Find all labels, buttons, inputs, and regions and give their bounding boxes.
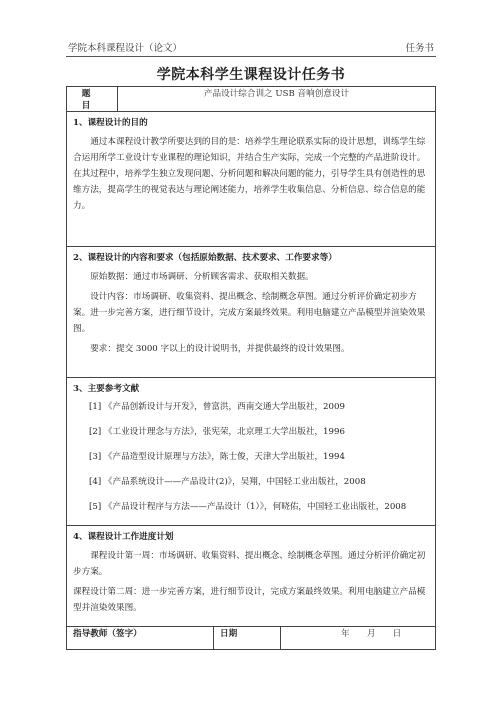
section-references-title: 3、主要参考文献 (73, 384, 140, 394)
reference-list (67, 400, 435, 515)
schedule-week-1: 课程设计第一周：市场调研、收集资料、提出概念、绘制概念草图。通过分析评价确定初步方案。 (73, 551, 426, 577)
section-content-title: 2、课程设计的内容和要求（包括原始数据、技术要求、工作要求等） (73, 253, 337, 263)
subject-value: 产品设计综合训之 USB 音响创意设计 (118, 87, 436, 112)
reference-item: [1] 《产品创新设计与开发》，曾富洪，西南交通大学出版社，2009 (89, 402, 345, 412)
reference-item: [4] 《产品系统设计——产品设计(2)》，吴翔，中国轻工业出版社，2008 (89, 477, 366, 487)
section-purpose (67, 112, 436, 247)
date-value: 年 月 日 (281, 627, 436, 650)
advisor-signature-label: 指导教师（签字） (67, 627, 214, 650)
header-doc-type: 学院本科课程设计（论文） (68, 43, 183, 54)
section-schedule (67, 526, 436, 627)
date-label: 日期 (214, 627, 281, 650)
task-table (66, 86, 436, 650)
reference-item: [2] 《工业设计理念与方法》，张宪荣，北京理工大学出版社，1996 (89, 427, 345, 437)
section-references (67, 378, 436, 526)
section-purpose-text: 通过本课程设计教学所要达到的目的是：培养学生理论联系实际的设计思想，训练学生综合运用所学工业设计专业课程的理论知识，并结合生产实际，完成一个完整的产品进阶设计。在其过程中，培养学生独立发现问题、分析问题和解决问题的能力，引导学生具有创造性的思维方法，提高学生的视觉表达与理论阐述能力，培养学生收集信息、分析信息、综合信息的能力。 (73, 137, 426, 211)
section-content-requirement: 要求：提交 3000 字以上的设计说明书，并提供最终的设计效果图。 (90, 344, 350, 354)
section-purpose-title: 1、课程设计的目的 (73, 118, 148, 128)
subject-label: 题 目 (67, 87, 118, 112)
reference-item: [5] 《产品设计程序与方法——产品设计（1）》，何晓佑，中国轻工业出版社，2008 (89, 502, 407, 512)
page-header (68, 40, 434, 54)
section-content-raw-data: 原始数据：通过市场调研、分析顾客需求、获取相关数据。 (90, 272, 314, 282)
document-title: 学院本科学生课程设计任务书 (156, 67, 346, 83)
header-section: 任务书 (405, 43, 434, 54)
section-content-design: 设计内容：市场调研、收集资料、提出概念、绘制概念草图。通过分析评价确定初步方案。进一步完善方案，进行细节设计，完成方案最终效果。利用电脑建立产品模型并渲染效果图。 (73, 292, 426, 334)
schedule-week-2: 课程设计第二周：进一步完善方案，进行细节设计，完成方案最终效果。利用电脑建立产品模型并渲染效果图。 (73, 587, 426, 613)
header-divider (66, 56, 436, 57)
section-content (67, 247, 436, 378)
signature-row (67, 627, 436, 650)
section-schedule-title: 4、课程设计工作进度计划 (73, 532, 174, 542)
reference-item: [3] 《产品造型设计原理与方法》，陈士俊，天津大学出版社，1994 (89, 452, 345, 462)
subject-row (67, 87, 436, 112)
